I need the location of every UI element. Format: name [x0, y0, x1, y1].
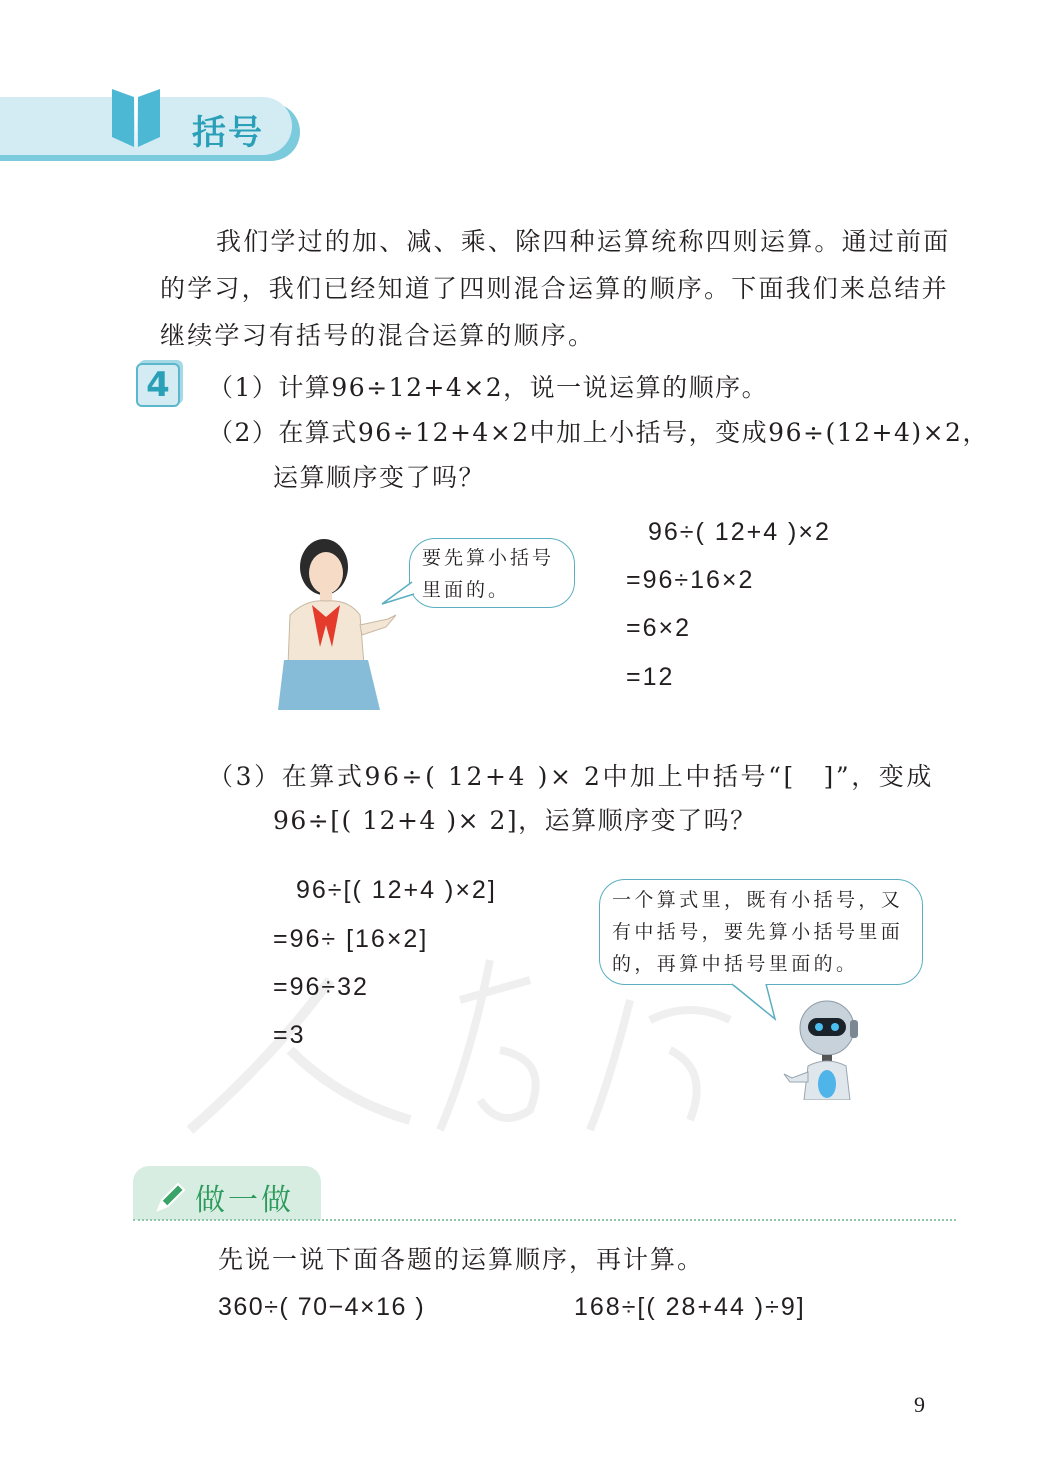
calc2-line: =96÷ [16×2]: [273, 925, 429, 953]
speech-bubble-tail: [730, 983, 780, 1021]
calc2-line: 96÷[( 12+4 )×2]: [296, 876, 497, 904]
pencil-icon: [152, 1180, 186, 1214]
question-1: [208, 368, 768, 404]
girl-speech-bubble: [409, 538, 575, 608]
example-number-badge: [136, 363, 180, 407]
question-3-continued: 96÷[( 12+4 )× 2]，运算顺序变了吗？: [273, 806, 757, 835]
question-2-continued: 运算顺序变了吗？: [273, 463, 486, 492]
bubble-line: 一个算式里，既有小括号，又: [612, 889, 904, 911]
question-text: 计算96÷12+4×2，说一说运算的顺序。: [278, 373, 769, 402]
page-number: 9: [914, 1392, 925, 1417]
calc2-line: =96÷32: [273, 973, 369, 1001]
question-3: [208, 757, 934, 793]
book-icon: [108, 85, 164, 151]
section-header: [0, 97, 300, 159]
question-label: （1）: [208, 373, 279, 402]
bubble-line: 里面的。: [422, 579, 511, 601]
practice-prompt: 先说一说下面各题的运算顺序，再计算。: [218, 1245, 705, 1274]
question-label: （3）: [208, 762, 282, 791]
question-label: （2）: [208, 418, 279, 447]
bubble-line: 的，再算中括号里面的。: [612, 953, 859, 975]
calc1-line: =96÷16×2: [626, 566, 755, 594]
practice-title: 做一做: [195, 1183, 294, 1218]
intro-paragraph: 我们学过的加、减、乘、除四种运算统称四则运算。通过前面的学习，我们已经知道了四则混合运算的顺序。下面我们来总结并继续学习有括号的混合运算的顺序。: [160, 227, 951, 350]
question-2: [208, 413, 989, 449]
bubble-line: 有中括号，要先算小括号里面: [612, 921, 904, 943]
robot-speech-bubble: [599, 879, 923, 985]
girl-illustration: [276, 535, 401, 710]
question-text: 在算式96÷( 12+4 )× 2中加上中括号“[ ]”，变成: [281, 762, 935, 791]
calc1-line: 96÷( 12+4 )×2: [648, 518, 831, 546]
calc1-line: =12: [626, 663, 675, 691]
speech-bubble-tail: [380, 580, 416, 606]
robot-illustration: [780, 1000, 870, 1100]
section-title: 括号: [192, 113, 264, 153]
calc1-line: =6×2: [626, 614, 692, 642]
question-text: 在算式96÷12+4×2中加上小括号，变成96÷(12+4)×2，: [278, 418, 989, 447]
practice-problem-1: 360÷( 70−4×16 ): [218, 1293, 426, 1321]
calc2-line: =3: [273, 1021, 306, 1049]
practice-problem-2: 168÷[( 28+44 )÷9]: [574, 1293, 806, 1321]
example-number: 4: [146, 365, 170, 405]
bubble-line: 要先算小括号: [422, 547, 555, 569]
section-divider: [133, 1219, 956, 1221]
